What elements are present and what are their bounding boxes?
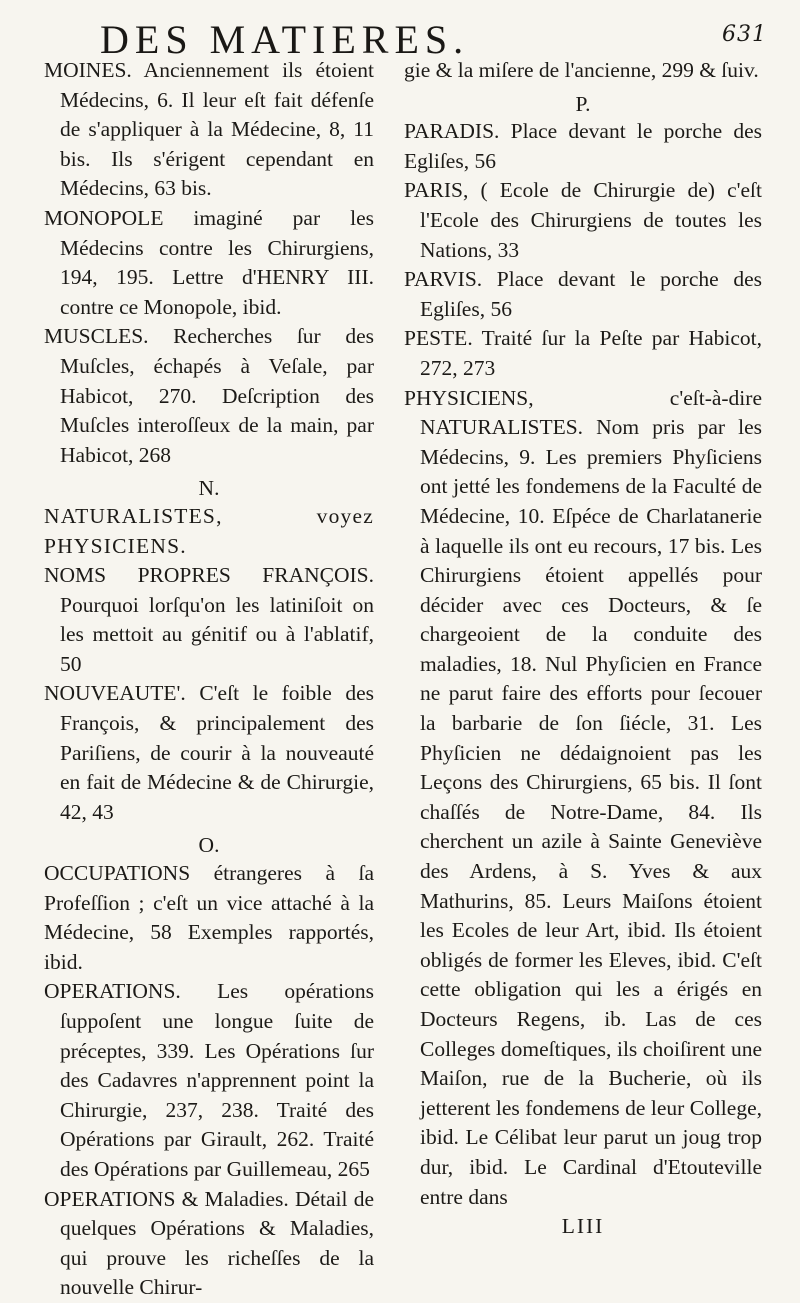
index-entry-physiciens: PHYSICIENS, c'eſt-à-dire NATURALISTES. Nom pris par les Médecins, 9. Les premiers Phyſiciens ont jetté les fondemens de la Faculté de Médecine, 10. Eſpéce de Charlatanerie à laquelle ils ont eu recours, 17 bis. Les Chirurgiens étoient appellés pour décider avec ces Docteurs, & ſe chargeoient de la conduite des maladies, 18. Nul Phyſicien en France ne parut faire des efforts pour ſecouer la barbarie de ſon ſiécle, 31. Les Phyſicien ne dédaignoient pas les Leçons des Chirurgiens, 65 bis. Il ſont chaſſés de Notre-Dame, 84. Ils cherchent un azile à Sainte Geneviève des Ardens, à S. Yves & aux Mathurins, 85. Leurs Maiſons étoient les Ecoles de leur Art, ibid. Ils étoient obligés de former les Eleves, ibid. C'eſt cette obligation qui les a érigés en Docteurs Regens, ib. Las de ces Colleges domeſtiques, ils choiſirent une Maiſon, rue de la Bucherie, où ils jetterent les fondemens de leur College, ibid. Le Célibat leur parut un joug trop dur, ibid. Le Cardinal d'Etouteville entre dans bbox=[404, 385, 762, 1209]
index-entry-occupations: OCCUPATIONS étrangeres à ſa Profeſſion ; c'eſt un vice attaché à la Médecine, 58 Exemples rapportés, ibid. bbox=[44, 861, 374, 974]
section-letter-o: O. bbox=[198, 833, 220, 858]
index-entry-operations-maladies: OPERATIONS & Maladies. Détail de quelques Opérations & Maladies, qui prouve les richeſſes de la nouvelle Chirur- bbox=[44, 1186, 374, 1300]
section-letter-n: N. bbox=[198, 476, 220, 501]
index-entry-peste: PESTE. Traité ſur la Peſte par Habicot, 272, 273 bbox=[404, 326, 762, 380]
index-entry-nouveaute: NOUVEAUTE'. C'eſt le foible des François, & principalement des Pariſiens, de courir à la nouveauté en fait de Médecine & de Chirurgie, 42, 43 bbox=[44, 681, 374, 824]
index-column-right bbox=[404, 56, 762, 1242]
index-entry-moines: MOINES. Anciennement ils étoient Médecins, 6. Il leur eſt fait défenſe de s'appliquer à la Médecine, 8, 11 bis. Ils s'érigent cependant en Médecins, 63 bis. bbox=[44, 58, 374, 201]
page-number: 631 bbox=[722, 22, 767, 47]
running-head: DES MATIERES. bbox=[100, 17, 470, 62]
catchword: LIII bbox=[561, 1214, 605, 1239]
index-entry-noms-propres: NOMS PROPRES FRANÇOIS. Pourquoi lorſqu'on les latiniſoit on les mettoit au génitif ou à l'ablatif, 50 bbox=[44, 563, 374, 676]
index-entry-paradis: PARADIS. Place devant le porche des Egliſes, 56 bbox=[404, 119, 762, 173]
index-column-left bbox=[44, 56, 374, 1303]
index-entry-monopole: MONOPOLE imaginé par les Médecins contre les Chirurgiens, 194, 195. Lettre d'HENRY III. contre ce Monopole, ibid. bbox=[44, 205, 374, 319]
index-entry-paris: PARIS, ( Ecole de Chirurgie de) c'eſt l'Ecole des Chirurgiens de toutes les Nations, 33 bbox=[404, 178, 762, 262]
section-letter-p: P. bbox=[575, 91, 591, 116]
index-entry-operations: OPERATIONS. Les opérations ſuppoſent une longue ſuite de préceptes, 339. Les Opérations ſur des Cadavres n'apprennent point la Chirurgie, 237, 238. Traité des Opérations par Girault, 262. Traité des Opérations par Guillemeau, 265 bbox=[44, 979, 374, 1181]
index-entry-muscles: MUSCLES. Recherches ſur des Muſcles, échapés à Veſale, par Habicot, 270. Deſcription des Muſcles interoſſeux de la main, par Habicot, 268 bbox=[44, 324, 374, 467]
index-entry-parvis: PARVIS. Place devant le porche des Egliſes, 56 bbox=[404, 267, 762, 321]
index-entry-continuation: gie & la miſere de l'ancienne, 299 & ſuiv. bbox=[404, 58, 759, 82]
index-entry-naturalistes: NATURALISTES, voyez PHYSICIENS. bbox=[44, 503, 374, 558]
